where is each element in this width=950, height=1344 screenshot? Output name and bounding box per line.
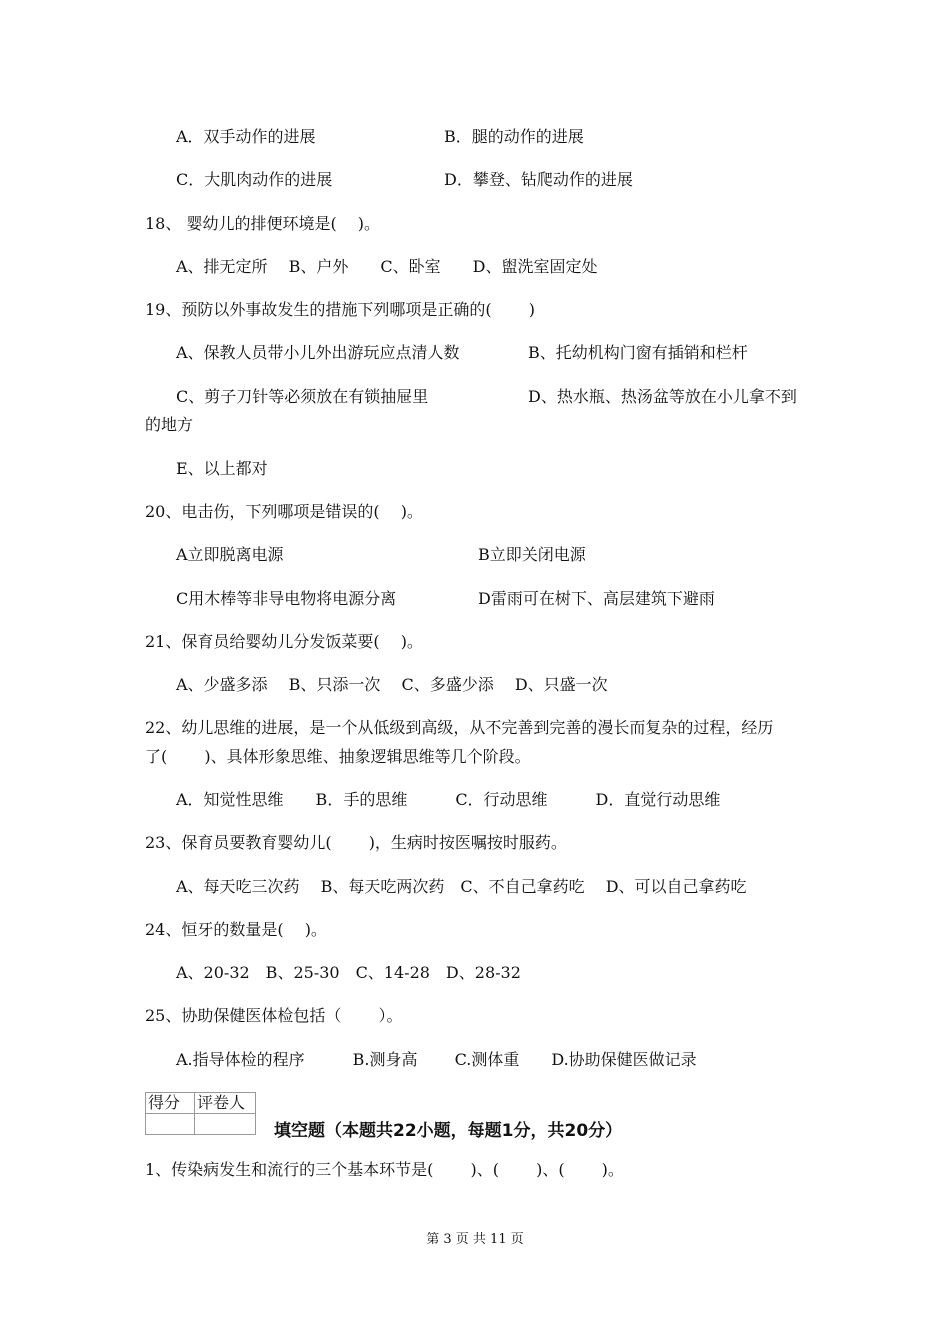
- q20-option-d: D雷雨可在树下、高层建筑下避雨: [478, 589, 715, 608]
- q21-options: A、少盛多添 B、只添一次 C、多盛少添 D、只盛一次: [176, 675, 608, 694]
- q24-stem: 24、恒牙的数量是( )。: [145, 920, 327, 939]
- q23-stem: 23、保育员要教育婴幼儿( )，生病时按医嘱按时服药。: [145, 833, 567, 852]
- q25-options: A.指导体检的程序 B.测身高 C.测体重 D.协助保健医做记录: [176, 1050, 697, 1069]
- q19-option-d-continued: 的地方: [145, 415, 194, 434]
- q19-option-c: C、剪子刀针等必须放在有锁抽屉里: [176, 387, 429, 406]
- section-title: 填空题（本题共22小题，每题1分，共20分）: [274, 1121, 623, 1141]
- q20-option-b: B立即关闭电源: [478, 545, 586, 564]
- q20-option-c: C用木棒等非导电物将电源分离: [176, 589, 397, 608]
- q24-options: A、20-32 B、25-30 C、14-28 D、28-32: [176, 963, 521, 982]
- q17-option-b: B．腿的动作的进展: [444, 127, 584, 146]
- q17-option-a: A．双手动作的进展: [176, 127, 316, 146]
- q17-option-c: C．大肌肉动作的进展: [176, 170, 333, 189]
- q20-stem: 20、电击伤，下列哪项是错误的( )。: [145, 502, 423, 521]
- q19-option-b: B、托幼机构门窗有插销和栏杆: [528, 343, 748, 362]
- grader-label: 评卷人: [195, 1093, 256, 1114]
- q22-options: A．知觉性思维 B．手的思维 C．行动思维 D．直觉行动思维: [176, 790, 721, 809]
- q19-option-e: E、以上都对: [176, 459, 268, 478]
- q20-option-a: A立即脱离电源: [176, 545, 284, 564]
- score-cell: [146, 1114, 195, 1135]
- page-footer: 第 3 页 共 11 页: [426, 1232, 524, 1247]
- fill-question-1: 1、传染病发生和流行的三个基本环节是( )、( )、( )。: [145, 1160, 624, 1179]
- q18-stem: 18、 婴幼儿的排便环境是( )。: [145, 214, 381, 233]
- grader-cell: [195, 1114, 256, 1135]
- q22-stem-line1: 22、幼儿思维的进展，是一个从低级到高级，从不完善到完善的漫长而复杂的过程，经历: [145, 718, 774, 737]
- q19-option-d: D、热水瓶、热汤盆等放在小儿拿不到: [528, 387, 797, 406]
- q18-options: A、排无定所 B、户外 C、卧室 D、盥洗室固定处: [176, 257, 598, 276]
- q17-option-d: D．攀登、钻爬动作的进展: [444, 170, 633, 189]
- q25-stem: 25、协助保健医体检包括（ ）。: [145, 1006, 403, 1025]
- score-box: [145, 1092, 256, 1135]
- q23-options: A、每天吃三次药 B、每天吃两次药 C、不自己拿药吃 D、可以自己拿药吃: [176, 877, 747, 896]
- q19-stem: 19、预防以外事故发生的措施下列哪项是正确的( ): [145, 300, 535, 319]
- q19-option-a: A、保教人员带小儿外出游玩应点清人数: [176, 343, 460, 362]
- q22-stem-line2: 了( )、具体形象思维、抽象逻辑思维等几个阶段。: [145, 747, 531, 766]
- q21-stem: 21、保育员给婴幼儿分发饭菜要( )。: [145, 632, 423, 651]
- score-label: 得分: [146, 1093, 195, 1114]
